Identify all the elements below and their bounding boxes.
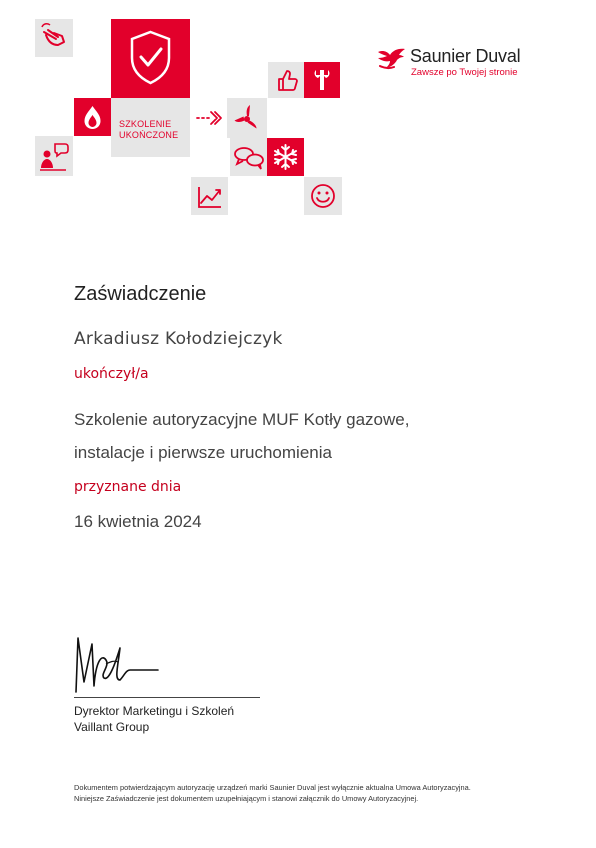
smiley-icon xyxy=(304,177,342,215)
badge-label xyxy=(119,119,178,141)
course-title xyxy=(74,403,544,469)
badge-line2: UKOŃCZONE xyxy=(119,130,179,140)
shield-check-icon xyxy=(111,19,190,98)
award-date: 16 kwietnia 2024 xyxy=(74,512,202,531)
footer-note xyxy=(74,782,574,804)
brand-name: Saunier Duval xyxy=(410,46,521,66)
bird-icon xyxy=(375,44,409,74)
certificate-title: Zaświadczenie xyxy=(74,283,207,305)
speech-bubbles-icon xyxy=(230,138,267,176)
pointing-hand-icon xyxy=(35,19,73,57)
course-line2: instalacje i pierwsze uruchomienia xyxy=(74,443,332,462)
flame-icon xyxy=(74,98,111,136)
fan-icon xyxy=(227,98,267,138)
thumbs-up-icon xyxy=(268,62,304,98)
signature-image xyxy=(70,630,190,700)
badge-line1: SZKOLENIE xyxy=(119,119,172,129)
arrows-right-icon xyxy=(194,106,224,130)
signer-company: Vaillant Group xyxy=(74,720,150,734)
granted-label: przyznane dnia xyxy=(74,479,182,495)
signer-role: Dyrektor Marketingu i Szkoleń xyxy=(74,704,235,718)
signature-line xyxy=(74,697,260,698)
trend-chart-icon xyxy=(191,177,228,215)
footer-line1: Dokumentem potwierdzającym autoryzację urządzeń marki Saunier Duval jest wyłącznie aktualna Umowa Autoryzacyjna. xyxy=(74,783,471,792)
course-line1: Szkolenie autoryzacyjne MUF Kotły gazowe, xyxy=(74,410,410,429)
snowflake-icon xyxy=(267,138,304,176)
brand-tagline: Zawsze po Twojej stronie xyxy=(411,67,518,78)
brand-logo xyxy=(375,42,555,82)
signer-block xyxy=(74,703,234,735)
wrench-icon xyxy=(304,62,340,98)
completed-label: ukończył/a xyxy=(74,366,149,382)
presenter-icon xyxy=(35,136,73,176)
footer-line2: Niniejsze Zaświadczenie jest dokumentem uzupełniającym i stanowi załącznik do Umowy Autoryzacyjnej. xyxy=(74,794,419,803)
recipient-name: Arkadiusz Kołodziejczyk xyxy=(74,329,283,349)
